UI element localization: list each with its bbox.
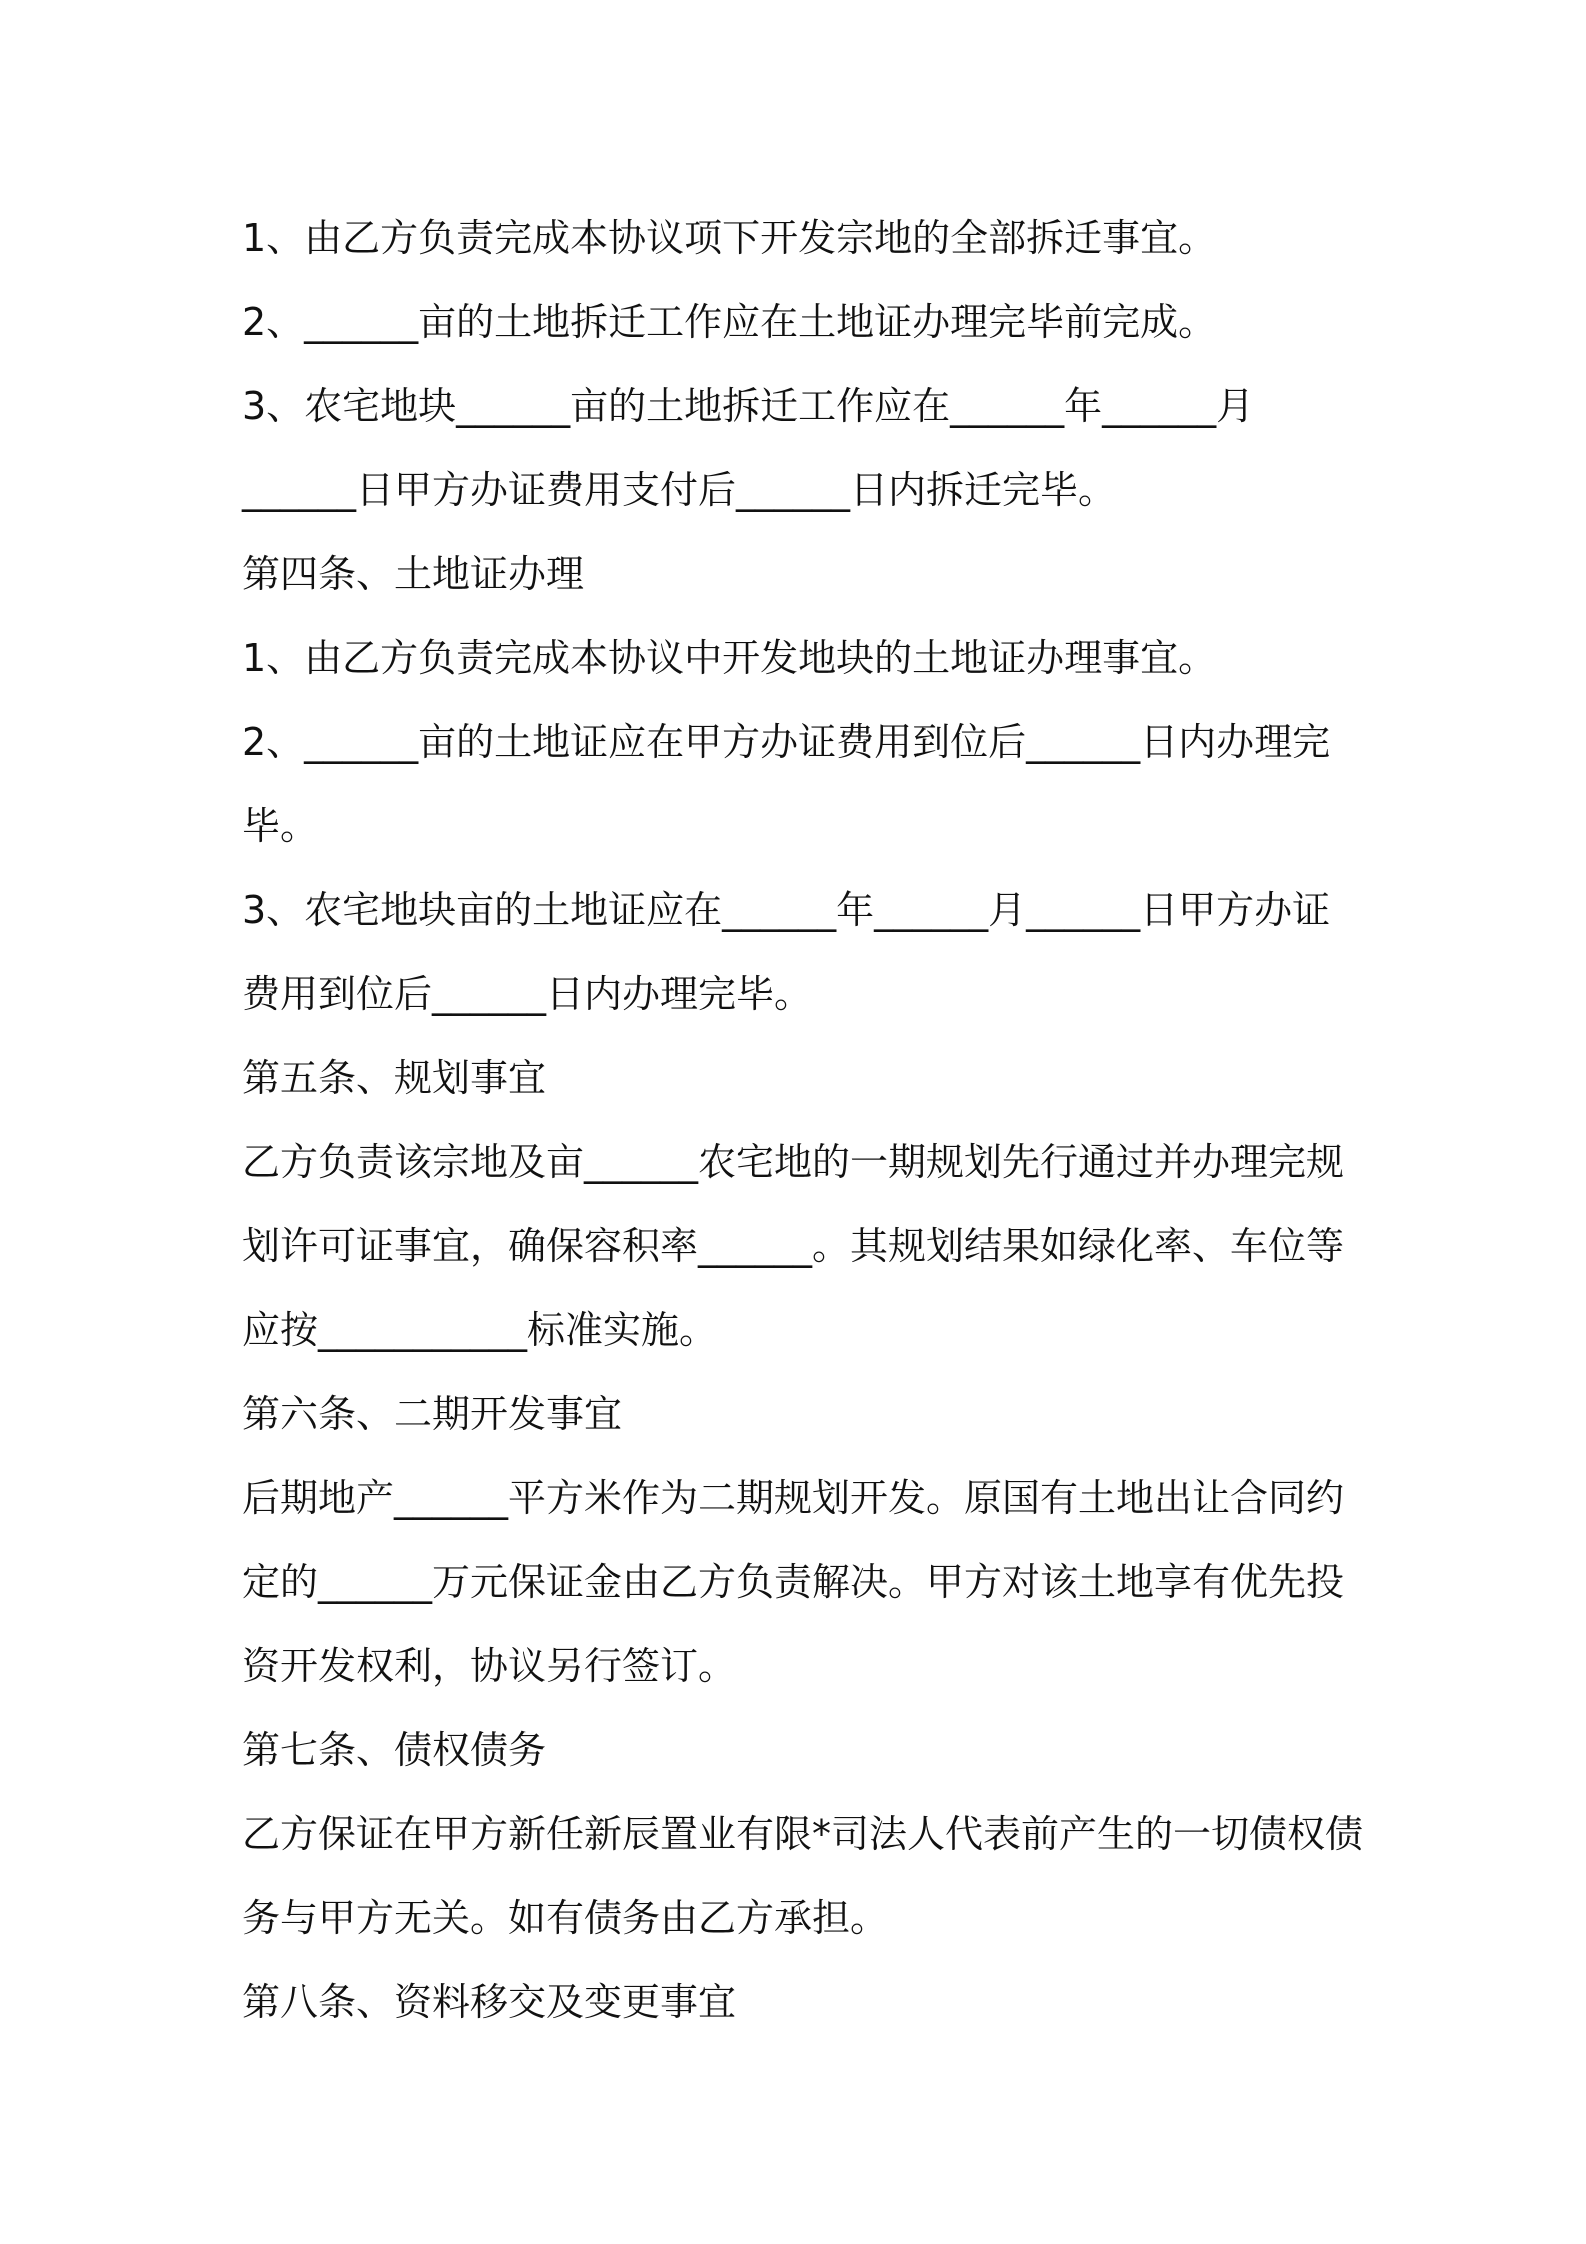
article-7-text-1: 乙方保证在甲方新任新辰置业有限*司法人代表前产生的一切债权债 (242, 1812, 1364, 1856)
article-4-item-3-cont: 费用到位后______日内办理完毕。 (242, 972, 813, 1016)
article-6-text-3: 资开发权利，协议另行签订。 (242, 1644, 737, 1688)
article-5-text-2: 划许可证事宜，确保容积率______。其规划结果如绿化率、车位等 (242, 1224, 1345, 1268)
article-6-heading: 第六条、二期开发事宜 (242, 1392, 623, 1436)
clause-3-item-3-cont: ______日甲方办证费用支付后______日内拆迁完毕。 (242, 468, 1117, 512)
article-4-heading: 第四条、土地证办理 (242, 552, 585, 596)
clause-3-item-1: 1、由乙方负责完成本协议项下开发宗地的全部拆迁事宜。 (242, 216, 1217, 260)
article-7-text-2: 务与甲方无关。如有债务由乙方承担。 (242, 1896, 889, 1940)
article-5-text-3: 应按___________标准实施。 (242, 1308, 718, 1352)
clause-3-item-2: 2、______亩的土地拆迁工作应在土地证办理完毕前完成。 (242, 300, 1217, 344)
clause-3-item-3: 3、农宅地块______亩的土地拆迁工作应在______年______月 (242, 384, 1255, 428)
article-6-text-1: 后期地产______平方米作为二期规划开发。原国有土地出让合同约 (242, 1476, 1345, 1520)
article-4-item-2: 2、______亩的土地证应在甲方办证费用到位后______日内办理完 (242, 720, 1331, 764)
article-4-item-3: 3、农宅地块亩的土地证应在______年______月______日甲方办证 (242, 888, 1331, 932)
article-6-text-2: 定的______万元保证金由乙方负责解决。甲方对该土地享有优先投 (242, 1560, 1345, 1604)
article-7-heading: 第七条、债权债务 (242, 1728, 547, 1772)
article-4-item-1: 1、由乙方负责完成本协议中开发地块的土地证办理事宜。 (242, 636, 1217, 680)
article-4-item-2-cont: 毕。 (242, 804, 319, 848)
document-body (242, 196, 1362, 2044)
article-5-text-1: 乙方负责该宗地及亩______农宅地的一期规划先行通过并办理完规 (242, 1140, 1345, 1184)
article-8-heading: 第八条、资料移交及变更事宜 (242, 1980, 737, 2024)
article-5-heading: 第五条、规划事宜 (242, 1056, 547, 1100)
